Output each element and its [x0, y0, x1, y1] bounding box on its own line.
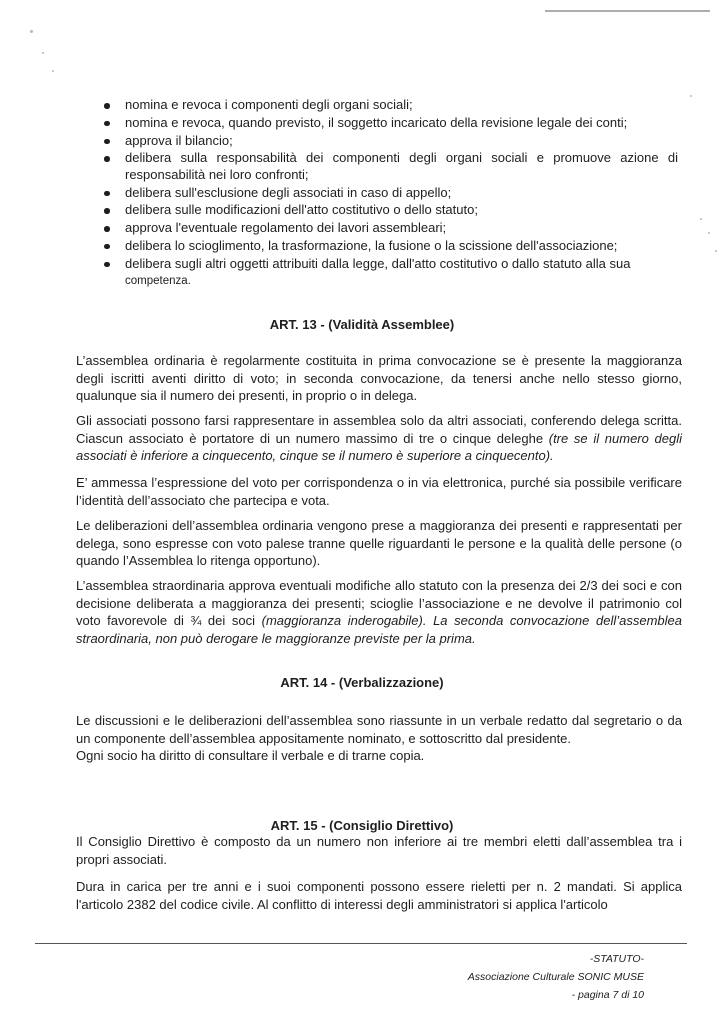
bullet-list: [103, 97, 678, 291]
article-15-heading: ART. 15 - (Consiglio Direttivo): [270, 818, 454, 833]
scan-speck: [690, 95, 692, 97]
scan-speck: [30, 30, 33, 33]
bullet-icon: [104, 244, 110, 250]
article-13-paragraph-2-italic: (tre se il numero degli associati è inferiore a cinquecento, cinque se il numero è superiore a cinquecento).: [76, 430, 683, 463]
bullet-icon: [104, 208, 110, 214]
article-13-heading: ART. 13 - (Validità Assemblee): [269, 317, 455, 332]
scan-artifact-line: [545, 10, 710, 12]
list-item-text: delibera sugli altri oggetti attribuiti dalla legge, dall'atto costitutivo o dallo statuto alla sua: [125, 255, 631, 271]
article-13-paragraph-2: [76, 412, 682, 465]
bullet-icon: [104, 262, 110, 268]
list-item: [103, 133, 678, 149]
bullet-icon: [104, 121, 110, 127]
list-item-text-continued: competenza.: [125, 275, 191, 288]
list-item-text: delibera lo scioglimento, la trasformazione, la fusione o la scissione dell'associazione;: [125, 237, 618, 253]
scan-speck: [708, 232, 710, 234]
scan-speck: [52, 70, 54, 72]
list-item: [103, 150, 678, 183]
list-item: [103, 220, 678, 236]
article-13-paragraph-1: L’assemblea ordinaria è regolarmente costituita in prima convocazione se è presente la maggioranza degli iscritti aventi diritto di voto; in seconda convocazione, da tenersi anche nello stesso giorno, qualunque sia il numero dei presenti, in proprio o in delega.: [76, 353, 682, 403]
article-15-paragraph-2: Dura in carica per tre anni e i suoi componenti possono essere rieletti per n. 2 mandati. Si applica l'articolo 2382 del codice civile. Al conflitto di interessi degli amministratori si applica l'articolo: [76, 879, 682, 912]
article-13-paragraph-5-italic: (maggioranza inderogabile). La seconda convocazione dell’assemblea straordinaria, non può derogare le maggioranze previste per la prima.: [76, 613, 682, 646]
scan-speck: [42, 52, 44, 54]
list-item-text: nomina e revoca, quando previsto, il soggetto incaricato della revisione legale dei conti;: [125, 114, 628, 130]
list-item: [103, 115, 678, 131]
list-item: [103, 256, 678, 290]
article-14-paragraph-2: Ogni socio ha diritto di consultare il verbale e di trarne copia.: [76, 748, 425, 763]
article-13-paragraph-3: E’ ammessa l’espressione del voto per corrispondenza o in via elettronica, purché sia possibile verificare l’identità dell’associato che partecipa e vota.: [76, 475, 682, 508]
footer-statute-label: -STATUTO-: [589, 953, 644, 965]
list-item-text: nomina e revoca i componenti degli organi sociali;: [125, 97, 413, 112]
article-13-paragraph-5: [76, 577, 682, 647]
list-item-text: delibera sull'esclusione degli associati in caso di appello;: [125, 184, 452, 200]
scan-speck: [715, 250, 717, 252]
bullet-icon: [104, 156, 110, 162]
bullet-icon: [104, 226, 110, 232]
bullet-icon: [104, 139, 110, 145]
article-13-paragraph-2-text: Gli associati possono farsi rappresentare in assemblea solo da altri associati, conferendo delega scritta. Ciascun associato è portatore di un numero massimo di tre o cinque deleghe: [76, 413, 682, 446]
list-item: [103, 202, 678, 218]
article-14-paragraph-1: Le discussioni e le deliberazioni dell’assemblea sono riassunte in un verbale redatto dal segretario o da un componente dell’assemblea appositamente nominato, e sottoscritto dal presidente.: [76, 713, 682, 746]
footer-divider: [35, 943, 687, 944]
footer-page-number: - pagina 7 di 10: [571, 989, 644, 1001]
list-item-text: approva l'eventuale regolamento dei lavori assembleari;: [125, 220, 447, 236]
list-item: [103, 238, 678, 254]
bullet-icon: [104, 103, 110, 109]
article-13-paragraph-5-text: L’assemblea straordinaria approva eventuali modifiche allo statuto con la presenza dei 2/3 dei soci e con decisione deliberata a maggioranza dei presenti; scioglie l’associazione e ne devolve il patrimonio col voto favorevole di ¾ dei soci: [76, 578, 682, 628]
article-15-paragraph-1: Il Consiglio Direttivo è composto da un numero non inferiore ai tre membri eletti dall’assemblea tra i propri associati.: [76, 834, 682, 867]
scan-speck: [700, 218, 702, 220]
bullet-icon: [104, 191, 110, 197]
list-item: [103, 185, 678, 201]
footer-association-name: Associazione Culturale SONIC MUSE: [467, 971, 644, 983]
article-13-paragraph-4: Le deliberazioni dell’assemblea ordinaria vengono prese a maggioranza dei presenti e rappresentati per delega, sono espresse con voto palese tranne quelle riguardanti le persone e la qualità delle persone (o quando l’Assemblea lo ritenga opportuno).: [76, 518, 682, 568]
list-item: [103, 97, 678, 113]
article-14-heading: ART. 14 - (Verbalizzazione): [280, 675, 444, 690]
list-item-text: delibera sulle modificazioni dell'atto costitutivo o dello statuto;: [125, 202, 478, 218]
list-item-text: approva il bilancio;: [125, 132, 233, 148]
list-item-text: delibera sulla responsabilità dei componenti degli organi sociali e promuove azione di responsabilità nei loro confronti;: [125, 150, 678, 182]
